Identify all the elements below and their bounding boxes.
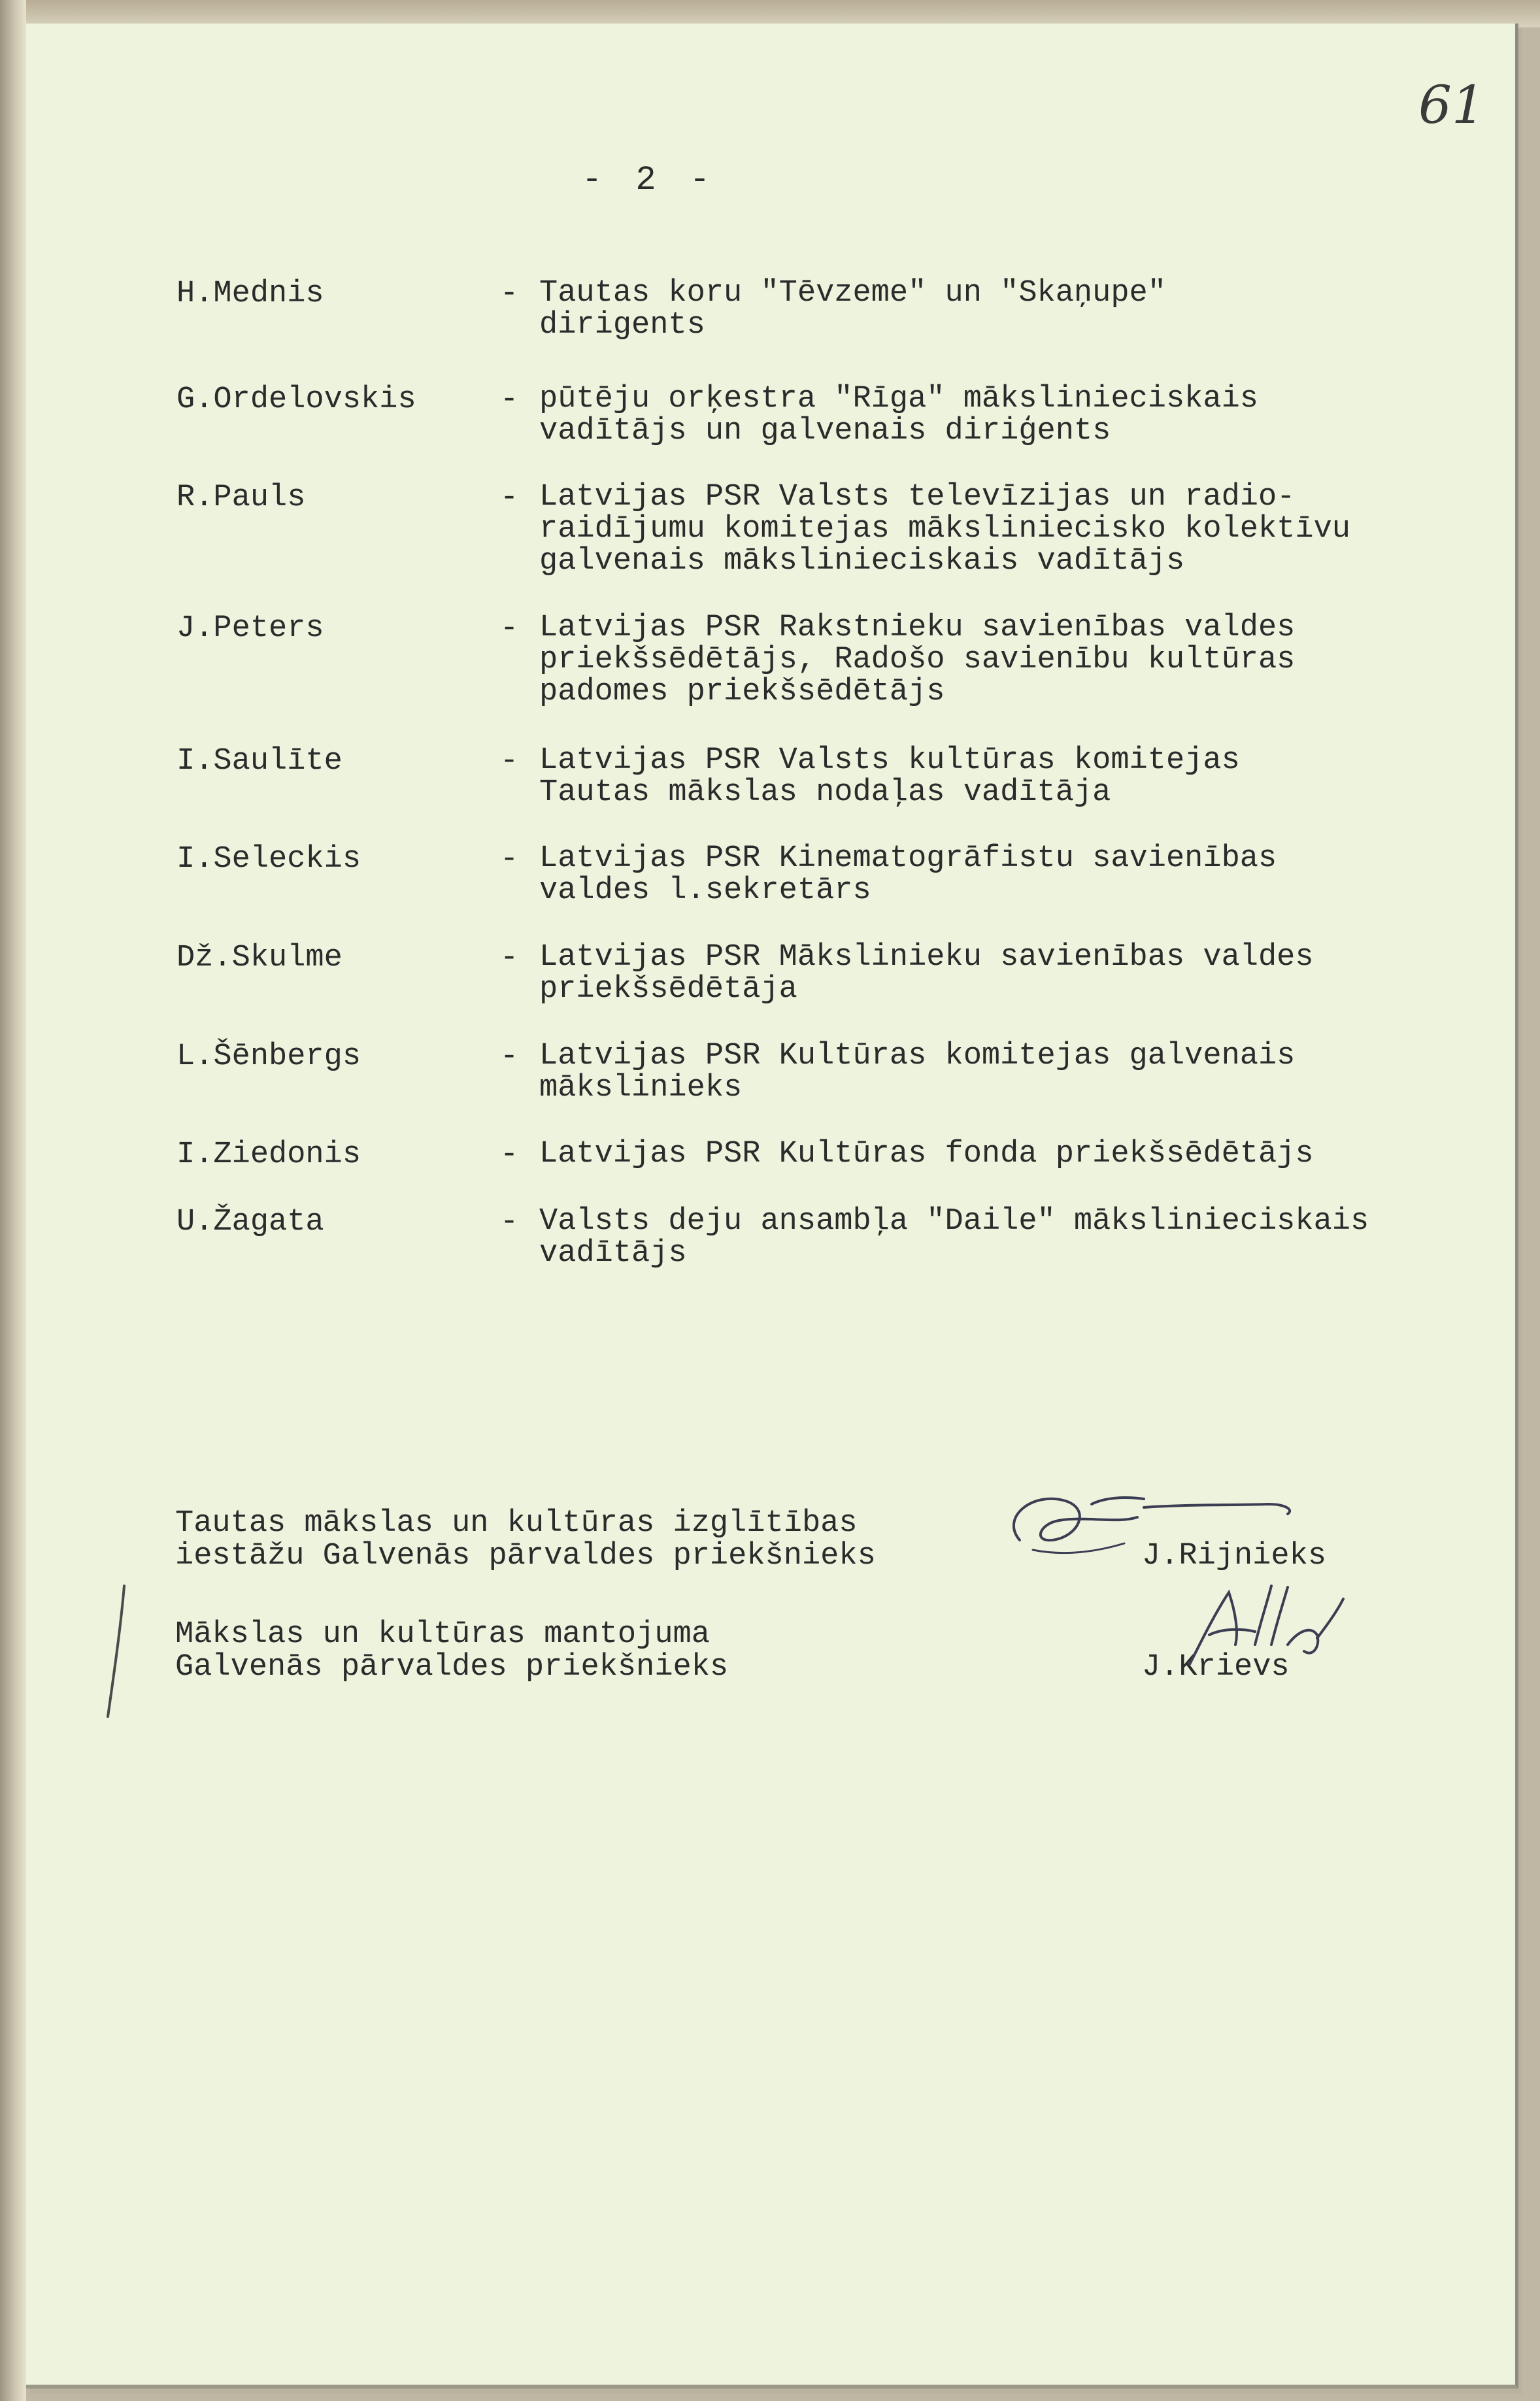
scan-edge-left (0, 0, 26, 2401)
role-line: dirigents (539, 308, 705, 343)
role-line: Tautas koru "Tēvzeme" un "Skaņupe" (539, 276, 1166, 311)
person-role (539, 1205, 1467, 1269)
signatory-title-line: iestāžu Galvenās pārvaldes priekšnieks (175, 1539, 876, 1573)
handwritten-signature (1157, 1566, 1366, 1677)
signatory-title (175, 1507, 876, 1573)
role-line: Latvijas PSR Kinematogrāfistu savienības (539, 841, 1277, 876)
person-role (539, 843, 1467, 907)
person-name: R.Pauls (176, 480, 306, 515)
signatory-title-line: Mākslas un kultūras mantojuma (175, 1617, 710, 1652)
role-line: mākslinieks (539, 1071, 743, 1105)
person-name: U.Žagata (176, 1205, 324, 1239)
person-name: I.Seleckis (176, 842, 361, 877)
dash: - (500, 744, 519, 779)
dash: - (500, 611, 519, 646)
margin-pencil-mark (98, 1579, 137, 1723)
role-line: priekšsēdētāja (539, 972, 797, 1007)
role-line: Latvijas PSR Valsts kultūras komitejas (539, 743, 1240, 778)
person-name: H.Mednis (176, 277, 324, 311)
dash: - (500, 382, 519, 417)
dash: - (500, 941, 519, 975)
person-role (539, 481, 1467, 577)
dash: - (500, 277, 519, 311)
person-name: Dž.Skulme (176, 941, 343, 975)
role-line: priekšsēdētājs, Radošo savienību kultūras (539, 643, 1296, 677)
document-page (26, 24, 1518, 2389)
person-role (539, 277, 1467, 341)
signer-name: J.Krievs (1142, 1650, 1290, 1685)
dash: - (500, 1205, 519, 1239)
role-line: pūtēju orķestra "Rīga" mākslinieciskais (539, 382, 1258, 416)
role-line: Valsts deju ansambļa "Daile" mākslinieciskais (539, 1204, 1369, 1239)
role-line: Latvijas PSR Valsts televīzijas un radio- (539, 480, 1296, 514)
signatory-title (175, 1619, 728, 1684)
person-role (539, 383, 1467, 447)
role-line: padomes priekšsēdētājs (539, 675, 945, 709)
role-line: vadītājs (539, 1236, 687, 1271)
role-line: Latvijas PSR Kultūras fonda priekšsēdētājs (539, 1137, 1314, 1171)
signer-name: J.Rijnieks (1142, 1539, 1327, 1573)
person-role (539, 745, 1467, 809)
role-line: valdes l.sekretārs (539, 873, 871, 908)
dash: - (500, 1039, 519, 1074)
person-name: G.Ordelovskis (176, 382, 416, 417)
dash: - (500, 1137, 519, 1172)
role-line: raidījumu komitejas mākslinieciskо kolektīvu (539, 512, 1351, 546)
page-number: - 2 - (582, 161, 717, 199)
role-line: Latvijas PSR Mākslinieku savienības valdes (539, 940, 1314, 975)
role-line: Latvijas PSR Kultūras komitejas galvenais (539, 1039, 1296, 1073)
person-name: I.Ziedonis (176, 1137, 361, 1172)
signatory-title-line: Galvenās pārvaldes priekšnieks (175, 1650, 729, 1685)
role-line: Tautas mākslas nodaļas vadītāja (539, 775, 1111, 810)
person-name: J.Peters (176, 611, 324, 646)
person-role (539, 612, 1467, 708)
dash: - (500, 480, 519, 515)
person-role (539, 1040, 1467, 1104)
signatory-title-line: Tautas mākslas un kultūras izglītības (175, 1506, 858, 1541)
role-line: galvenais mākslinieciskais vadītājs (539, 544, 1185, 579)
person-role (539, 1138, 1467, 1170)
role-line: Latvijas PSR Rakstnieku savienības valdes (539, 611, 1296, 645)
person-name: L.Šēnbergs (176, 1039, 361, 1074)
dash: - (500, 842, 519, 877)
archive-page-number: 61 (1418, 75, 1485, 135)
person-role (539, 941, 1467, 1005)
person-name: I.Saulīte (176, 744, 343, 779)
role-line: vadītājs un galvenais diriģents (539, 414, 1111, 448)
